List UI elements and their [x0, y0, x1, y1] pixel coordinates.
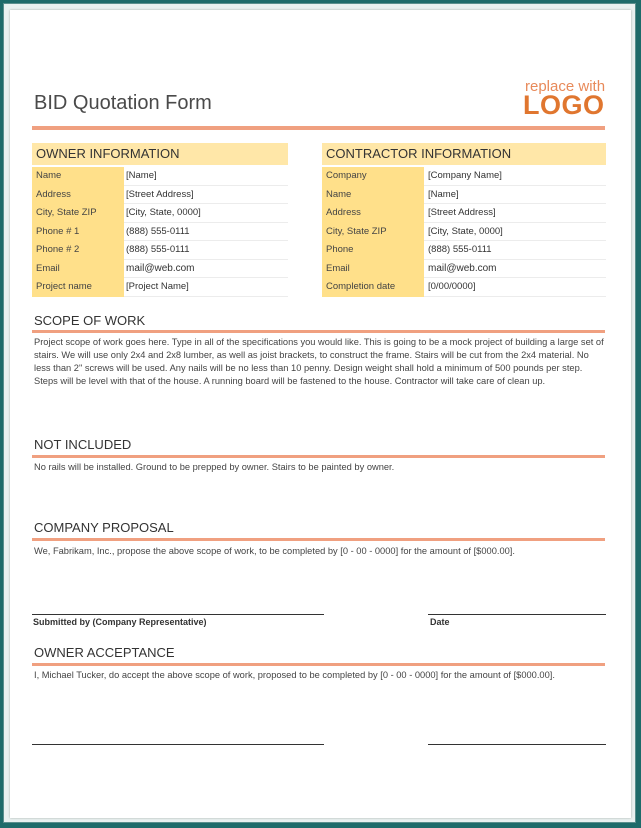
contractor-row-email	[322, 260, 606, 279]
owner-info-heading: OWNER INFORMATION	[32, 143, 288, 165]
row-label: Address	[322, 204, 424, 223]
proposal-heading: COMPANY PROPOSAL	[34, 520, 174, 535]
company-signature-line[interactable]	[32, 614, 324, 615]
contractor-info-table	[322, 167, 606, 297]
owner-row-name	[32, 167, 288, 186]
contractor-company-field[interactable]: [Company Name]	[428, 170, 502, 181]
acceptance-heading: OWNER ACCEPTANCE	[34, 645, 175, 660]
scope-heading: SCOPE OF WORK	[34, 313, 146, 328]
owner-name-field[interactable]: [Name]	[126, 170, 157, 181]
scope-text[interactable]: Project scope of work goes here. Type in all of the specifications you would like. This is going to be a mock project of building a large set of stairs. We will use only 2x4 and 2x8 lumber, as well as joist brackets, to construct the frame. Stairs will be cut from the 2x4 material. No less than 2" screws will be used. Any nails will be no less than 10 penny. Design weight shall hold a minimum of 500 pounds per step. Steps will be level with that of the house. A running board will be fastened to the house. Contractor will take care of clean up.	[34, 337, 604, 386]
row-label: Phone	[322, 241, 424, 260]
owner-email-field[interactable]: mail@web.com	[126, 262, 195, 274]
acceptance-text[interactable]: I, Michael Tucker, do accept the above scope of work, proposed to be completed by [0 - 00 - 0000] for the amount of [$000.00].	[34, 670, 555, 680]
submitted-by-label: Submitted by (Company Representative)	[33, 617, 207, 627]
form-page	[10, 10, 631, 818]
row-label: City, State ZIP	[322, 223, 424, 242]
proposal-divider	[32, 538, 605, 541]
row-label: Address	[32, 186, 124, 205]
owner-phone1-field[interactable]: (888) 555-0111	[126, 225, 190, 237]
date-label: Date	[430, 617, 450, 627]
owner-project-field[interactable]: [Project Name]	[126, 281, 189, 292]
header-divider	[32, 126, 605, 130]
not-included-divider	[32, 455, 605, 458]
row-label: Project name	[32, 278, 124, 297]
scope-divider	[32, 330, 605, 333]
contractor-row-address	[322, 204, 606, 223]
owner-row-phone2	[32, 241, 288, 260]
contractor-address-field[interactable]: [Street Address]	[428, 207, 496, 218]
row-label: City, State ZIP	[32, 204, 124, 223]
contractor-row-completion	[322, 278, 606, 297]
document-frame	[3, 3, 636, 823]
row-label: Company	[322, 167, 424, 186]
owner-row-address	[32, 186, 288, 205]
contractor-completion-field[interactable]: [0/00/0000]	[428, 281, 476, 292]
owner-phone2-field[interactable]: (888) 555-0111	[126, 244, 190, 255]
owner-city-field[interactable]: [City, State, 0000]	[126, 207, 201, 218]
contractor-row-phone	[322, 241, 606, 260]
contractor-row-name	[322, 186, 606, 205]
owner-row-project	[32, 278, 288, 297]
contractor-row-company	[322, 167, 606, 186]
contractor-city-field[interactable]: [City, State, 0000]	[428, 225, 503, 237]
proposal-text[interactable]: We, Fabrikam, Inc., propose the above scope of work, to be completed by [0 - 00 - 0000] for the amount of [$000.00].	[34, 546, 515, 556]
row-label: Name	[322, 186, 424, 205]
row-label: Email	[32, 260, 124, 279]
owner-row-phone1	[32, 223, 288, 242]
row-label: Name	[32, 167, 124, 186]
owner-row-city	[32, 204, 288, 223]
owner-address-field[interactable]: [Street Address]	[126, 188, 194, 200]
not-included-text[interactable]: No rails will be installed. Ground to be prepped by owner. Stairs to be painted by owner.	[34, 462, 395, 472]
form-title: BID Quotation Form	[34, 92, 212, 114]
contractor-info-heading: CONTRACTOR INFORMATION	[322, 143, 606, 165]
not-included-heading: NOT INCLUDED	[34, 437, 132, 452]
owner-signature-line[interactable]	[32, 744, 324, 745]
owner-row-email	[32, 260, 288, 279]
owner-info-table	[32, 167, 288, 297]
contractor-phone-field[interactable]: (888) 555-0111	[428, 244, 492, 255]
contractor-name-field[interactable]: [Name]	[428, 188, 459, 200]
row-label: Email	[322, 260, 424, 279]
acceptance-divider	[32, 663, 605, 666]
row-label: Phone # 2	[32, 241, 124, 260]
proposal-date-line[interactable]	[428, 614, 606, 615]
logo-placeholder: LOGO	[523, 90, 605, 120]
logo-placeholder-caption: replace with	[525, 78, 606, 95]
acceptance-date-line[interactable]	[428, 744, 606, 745]
row-label: Phone # 1	[32, 223, 124, 242]
contractor-row-city	[322, 223, 606, 242]
row-label: Completion date	[322, 278, 424, 297]
contractor-email-field[interactable]: mail@web.com	[428, 262, 497, 274]
